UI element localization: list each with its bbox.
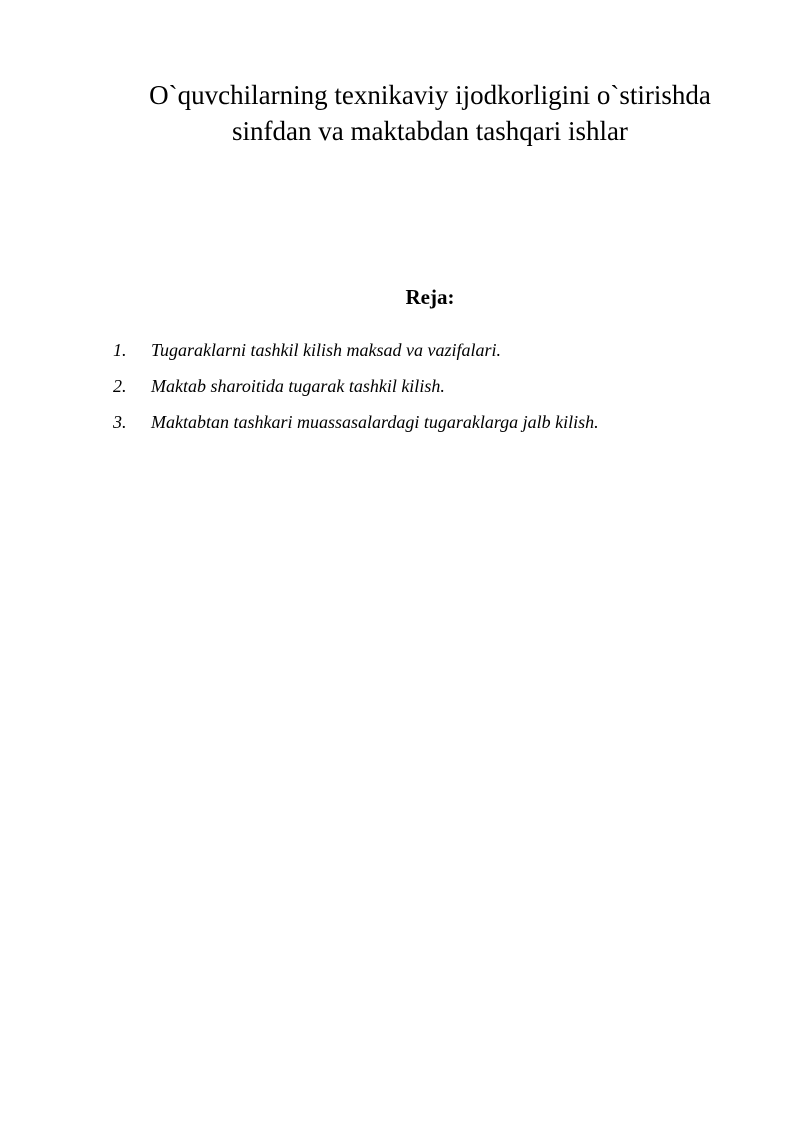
document-title-line-1: O`quvchilarning texnikaviy ijodkorligini o`stirishda (149, 80, 711, 110)
document-title (100, 77, 760, 149)
plan-item-text: Maktabtan tashkari muassasalardagi tugaraklarga jalb kilish. (151, 412, 599, 432)
plan-item-1 (113, 337, 753, 373)
plan-item-number: 1. (113, 340, 127, 360)
plan-list (113, 337, 753, 445)
plan-item-3 (113, 409, 753, 445)
plan-item-number: 3. (113, 412, 127, 432)
plan-item-2 (113, 373, 753, 409)
plan-item-text: Tugaraklarni tashkil kilish maksad va vazifalari. (151, 340, 501, 360)
plan-item-number: 2. (113, 376, 127, 396)
plan-heading: Reja: (405, 285, 455, 309)
document-title-line-2: sinfdan va maktabdan tashqari ishlar (232, 116, 628, 146)
plan-item-text: Maktab sharoitida tugarak tashkil kilish. (151, 376, 445, 396)
